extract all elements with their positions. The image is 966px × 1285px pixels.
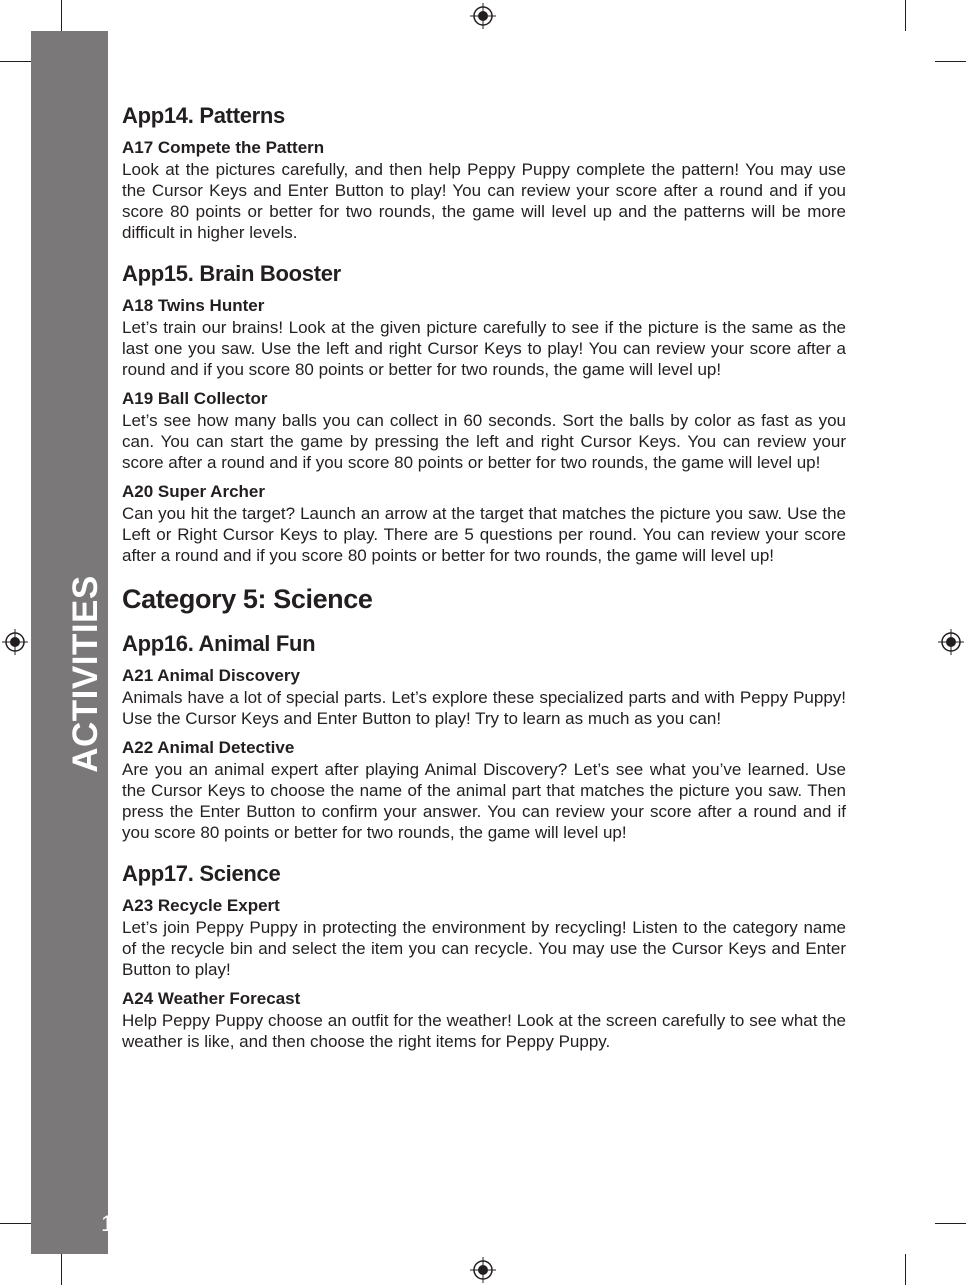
registration-mark-icon [2,629,28,655]
crop-mark [0,1223,31,1224]
activity-title-a23: A23 Recycle Expert [122,896,280,915]
activity-title-a24: A24 Weather Forecast [122,989,301,1008]
activity-text-a23: Let’s join Peppy Puppy in protecting the environment by recycling! Listen to the category name of the recycle bin and select the item you can recycle. You may use the Cursor Keys and Enter Button to play! [122,918,846,979]
page-number: 10 [101,1211,126,1236]
crop-mark [905,1254,906,1285]
crop-mark [935,1223,966,1224]
section-heading-app16: App16. Animal Fun [122,631,316,656]
activity-title-a22: A22 Animal Detective [122,738,295,757]
crop-mark [935,61,966,62]
registration-mark-icon [470,3,496,29]
registration-mark-icon [470,1257,496,1283]
activity-title-a21: A21 Animal Discovery [122,666,300,685]
section-heading-app14: App14. Patterns [122,103,285,128]
main-content [122,103,846,1060]
activity-text-a20: Can you hit the target? Launch an arrow at the target that matches the picture you saw. Use the Left or Right Cursor Keys to play. There are 5 questions per round. You can review your score after a round and if you score 80 points or better for two rounds, the game will level up! [122,504,846,565]
activity-text-a22: Are you an animal expert after playing Animal Discovery? Let’s see what you’ve learned. Use the Cursor Keys to choose the name of the animal part that matches the picture you saw. Then press the Enter Button to confirm your answer. You can review your score after a round and if you score 80 points or better for two rounds, the game will level up! [122,760,846,842]
crop-mark [905,0,906,31]
sidebar-label: ACTIVITIES [66,575,105,773]
section-heading-app17: App17. Science [122,861,281,886]
activity-text-a21: Animals have a lot of special parts. Let’s explore these specialized parts and with Peppy Puppy! Use the Cursor Keys and Enter Button to play! Try to learn as much as you can! [122,688,846,728]
sidebar [31,31,126,1254]
activity-text-a18: Let’s train our brains! Look at the given picture carefully to see if the picture is the same as the last one you saw. Use the left and right Cursor Keys to play! You can review your score after a round and if you score 80 points or better for two rounds, the game will level up! [122,318,846,379]
activity-title-a19: A19 Ball Collector [122,389,268,408]
activity-title-a20: A20 Super Archer [122,482,265,501]
registration-mark-icon [938,629,964,655]
activity-title-a18: A18 Twins Hunter [122,296,265,315]
section-heading-app15: App15. Brain Booster [122,261,341,286]
activity-title-a17: A17 Compete the Pattern [122,138,325,157]
activity-text-a24: Help Peppy Puppy choose an outfit for the weather! Look at the screen carefully to see what the weather is like, and then choose the right items for Peppy Puppy. [122,1011,846,1051]
crop-mark [61,0,62,31]
crop-mark [0,61,31,62]
category-heading: Category 5: Science [122,584,373,614]
crop-mark [61,1254,62,1285]
activity-text-a17: Look at the pictures carefully, and then help Peppy Puppy complete the pattern! You may use the Cursor Keys and Enter Button to play! You can review your score after a round and if you score 80 points or better for two rounds, the game will level up and the patterns will be more difficult in higher levels. [122,160,846,242]
activity-text-a19: Let’s see how many balls you can collect in 60 seconds. Sort the balls by color as fast as you can. You can start the game by pressing the left and right Cursor Keys. You can review your score after a round and if you score 80 points or better for two rounds, the game will level up! [122,411,846,472]
